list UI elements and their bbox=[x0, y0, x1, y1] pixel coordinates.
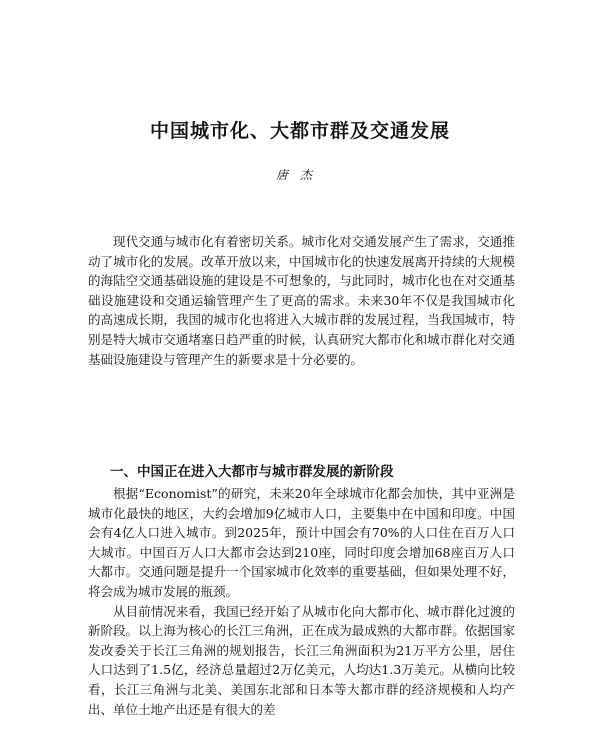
intro-paragraph: 现代交通与城市化有着密切关系。城市化对交通发展产生了需求，交通推动了城市化的发展。改革开放以来，中国城市化的快速发展离开持续的大规模的海陆空交通基础设施的建设是不可想象的，与此同时，城市化也在对交通基础设施建设和交通运输管理产生了更高的需求。未来30年不仅是我国城市化的高速成长期，我国的城市化也将进入大城市群的发展过程，当我国城市，特别是特大城市交通堵塞日趋严重的时候，认真研究大都市化和城市群化对交通基础设施建设与管理产生的新要求是十分必要的。 bbox=[88, 234, 515, 367]
section-1-body bbox=[88, 484, 515, 719]
section-1-heading: 一、中国正在进入大都市与城市群发展的新阶段 bbox=[110, 464, 394, 480]
intro-section bbox=[88, 232, 515, 369]
author-name: 唐杰 bbox=[275, 168, 324, 182]
document-title: 中国城市化、大都市群及交通发展 bbox=[149, 120, 450, 142]
section-1-paragraph-1: 根据“Economist”的研究，未来20年全球城市化都会加快，其中亚洲是城市化最快的地区，大约会增加9亿城市人口，主要集中在中国和印度。中国会有4亿人口进入城市。到2025年，预计中国会有70%的人口住在百万人口大城市。中国百万人口大都市会达到210座，同时印度会增加68座百万人口大都市。交通问题是提升一个国家城市化效率的重要基础，但如果处理不好，将会成为城市发展的瓶颈。 bbox=[88, 486, 515, 599]
section-1-paragraph-2: 从目前情况来看，我国已经开始了从城市化向大都市化、城市群化过渡的新阶段。以上海为核心的长江三角洲，正在成为最成熟的大都市群。依据国家发改委关于长江三角洲的规划报告，长江三角洲面积为21万平方公里，居住人口达到了1.5亿，经济总量超过2万亿美元，人均达1.3万美元。从横向比较看，长江三角洲与北美、美国东北部和日本等大都市群的经济规模和人均产出、单位土地产出还是有很大的差 bbox=[88, 603, 515, 717]
author-line bbox=[0, 166, 600, 183]
